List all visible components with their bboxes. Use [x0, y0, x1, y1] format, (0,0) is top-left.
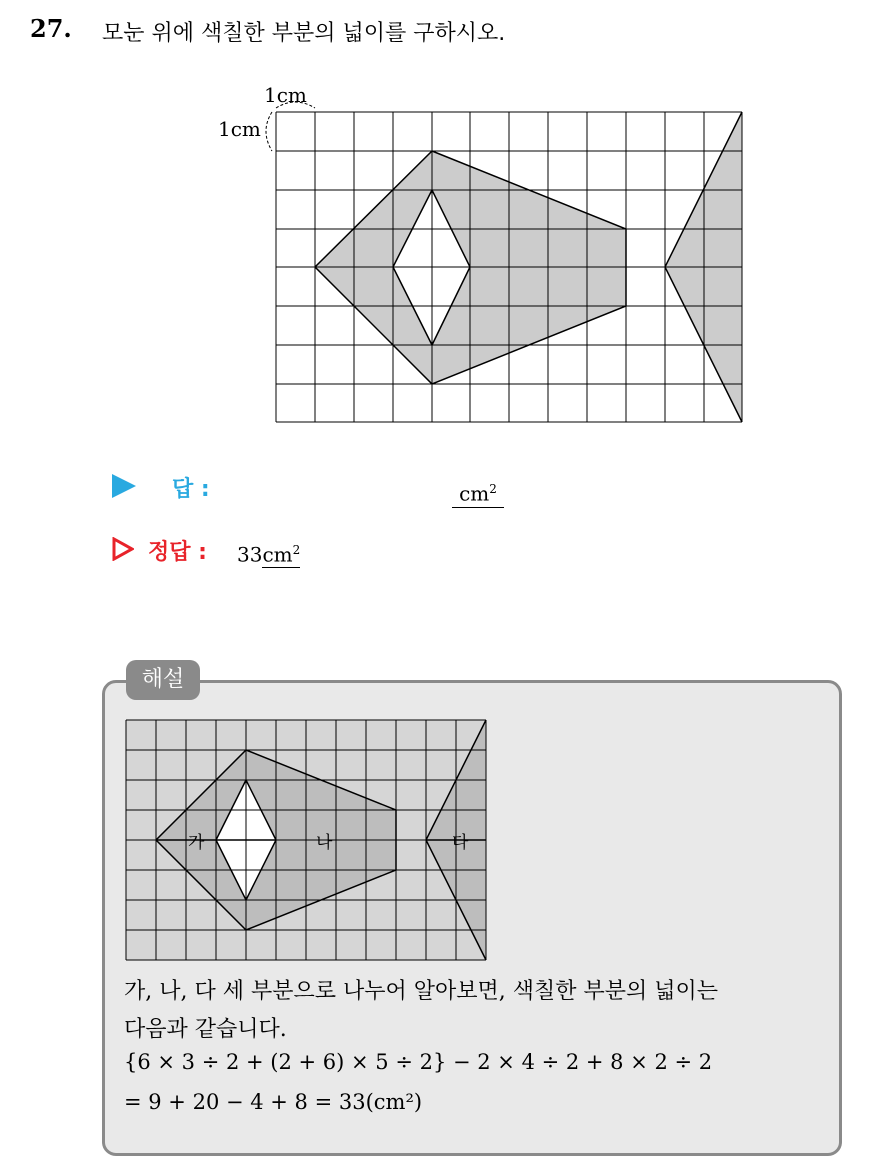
answer-unit-exp: 2	[489, 482, 497, 496]
question-number: 27.	[30, 14, 72, 43]
region-label-da: 다	[452, 833, 469, 853]
region-label-ga: 가	[188, 833, 205, 853]
correct-answer-label: 정답 :	[148, 540, 207, 565]
correct-answer	[237, 538, 300, 568]
question-text: 모눈 위에 색칠한 부분의 넓이를 구하시오.	[102, 21, 506, 46]
correct-marker-icon	[112, 537, 134, 561]
solution-text-line1: 가, 나, 다 세 부분으로 나누어 알아보면, 색칠한 부분의 넓이는	[124, 979, 718, 1004]
region-label-na: 나	[316, 833, 333, 853]
unit-label-top: 1cm	[264, 83, 307, 107]
answer-unit: cm	[459, 481, 490, 506]
question-figure	[210, 78, 760, 438]
answer-label: 답 :	[172, 477, 210, 502]
grid-lines	[276, 112, 742, 422]
solution-text-line2: 다음과 같습니다.	[124, 1017, 287, 1042]
correct-answer-unit: cm	[262, 542, 293, 567]
correct-answer-value: 33	[237, 542, 263, 567]
solution-equation-line1: {6 × 3 ÷ 2 + (2 + 6) × 5 ÷ 2} − 2 × 4 ÷ 2 + 8 × 2 ÷ 2	[124, 1050, 713, 1074]
correct-answer-unit-exp: 2	[292, 543, 301, 557]
answer-marker-icon	[112, 474, 136, 498]
answer-input[interactable]	[452, 476, 504, 508]
solution-figure	[124, 718, 488, 964]
solution-equation-line2: = 9 + 20 − 4 + 8 = 33(cm²)	[124, 1090, 423, 1114]
unit-label-left: 1cm	[218, 117, 261, 141]
solution-tab: 해설	[126, 660, 200, 700]
